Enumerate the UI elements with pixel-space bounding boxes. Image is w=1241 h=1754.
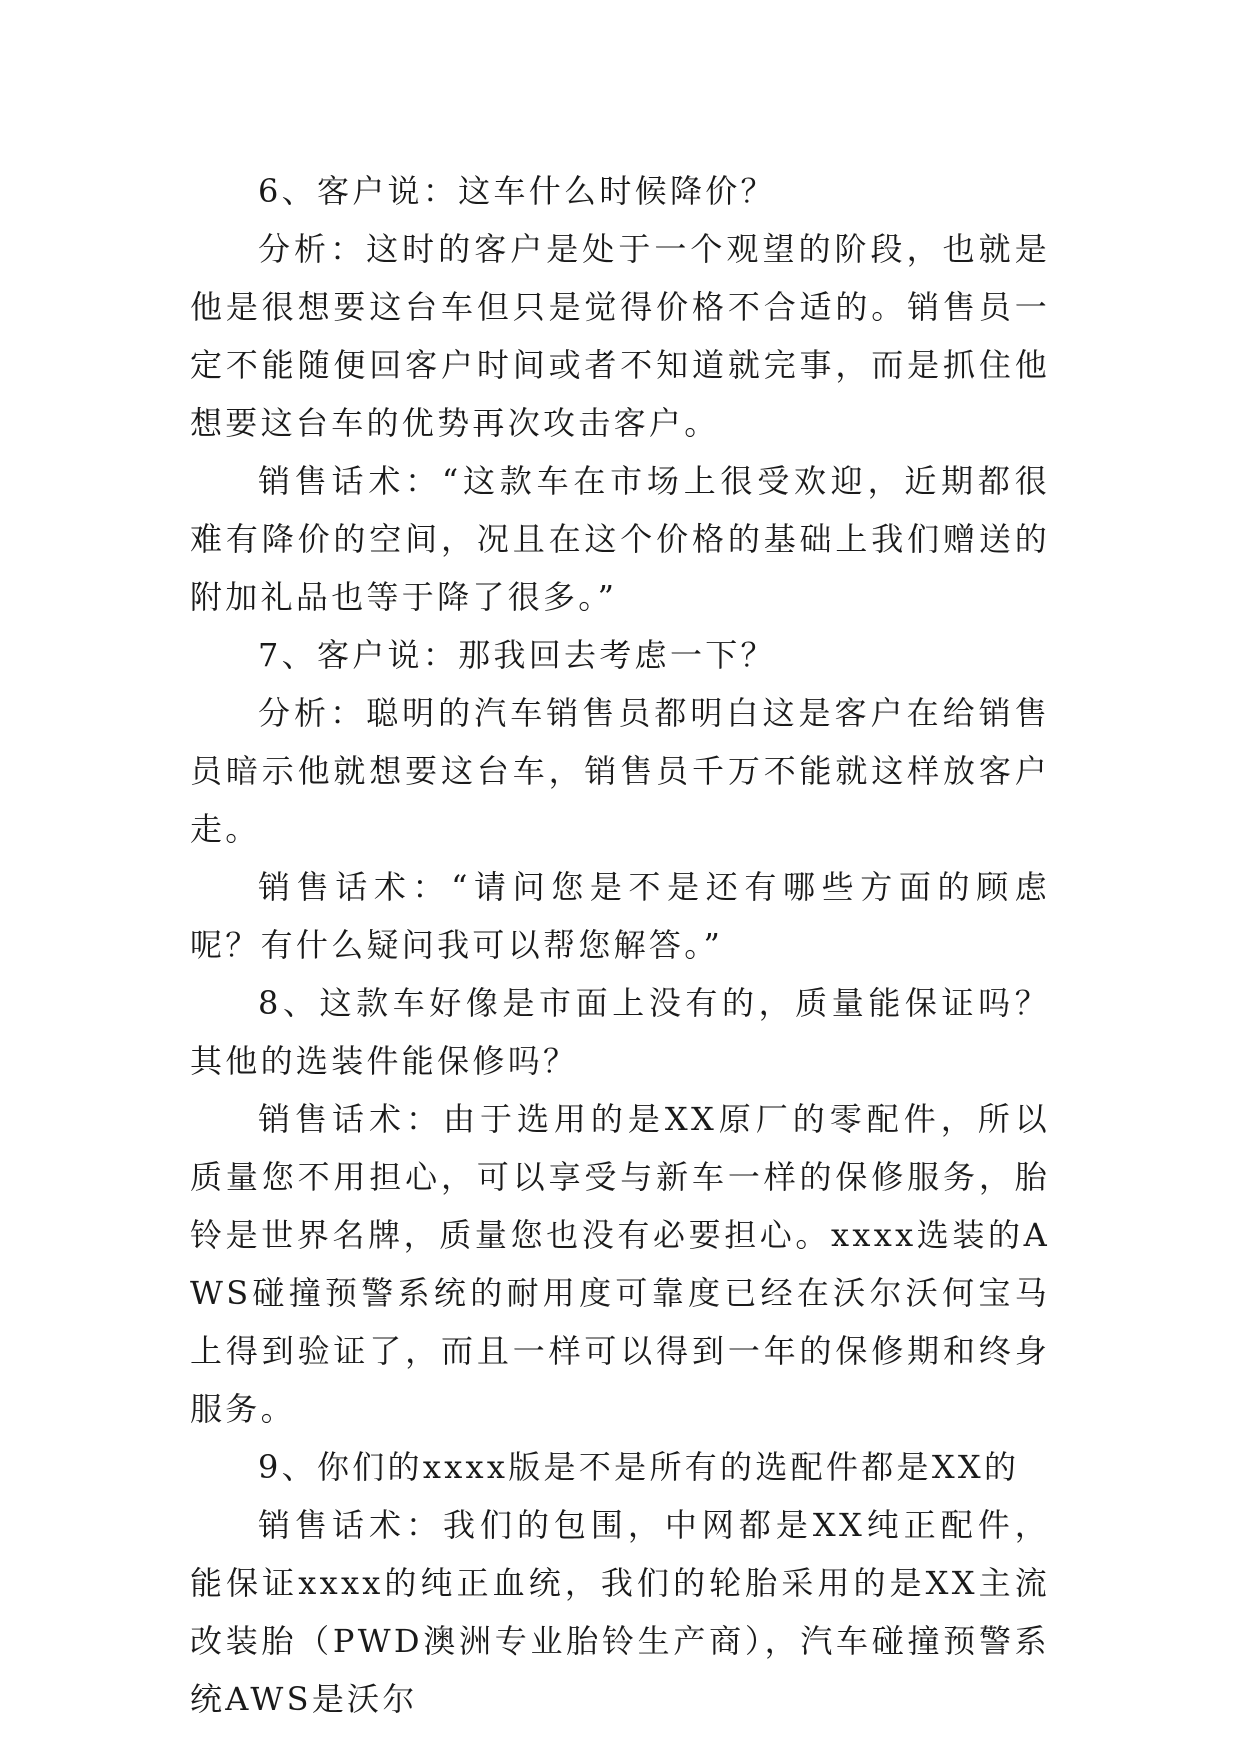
paragraph-q6-analysis: 分析：这时的客户是处于一个观望的阶段，也就是他是很想要这台车但只是觉得价格不合适的。销售员一定不能随便回客户时间或者不知道就完事，而是抓住他想要这台车的优势再次攻击客户。 — [190, 230, 1050, 442]
paragraph-q7-analysis: 分析：聪明的汽车销售员都明白这是客户在给销售员暗示他就想要这台车，销售员千万不能就这样放客户走。 — [190, 694, 1050, 848]
paragraph-q6-heading: 6、客户说：这车什么时候降价？ — [258, 172, 776, 210]
paragraph-q7-heading: 7、客户说：那我回去考虑一下？ — [258, 636, 776, 674]
paragraph-q9-script: 销售话术：我们的包围，中网都是XX纯正配件，能保证xxxx的纯正血统，我们的轮胎采用的是XX主流改装胎（PWD澳洲专业胎铃生产商），汽车碰撞预警系统AWS是沃尔 — [190, 1506, 1050, 1718]
paragraph-q9-heading: 9、你们的xxxx版是不是所有的选配件都是XX的 — [258, 1448, 1020, 1486]
paragraph-q8-heading: 8、这款车好像是市面上没有的，质量能保证吗？其他的选装件能保修吗？ — [190, 984, 1050, 1080]
body-text — [190, 162, 1050, 1728]
paragraph-q7-script: 销售话术：“请问您是不是还有哪些方面的顾虑呢？有什么疑问我可以帮您解答。” — [190, 868, 1050, 964]
paragraph-q8-script: 销售话术：由于选用的是XX原厂的零配件，所以质量您不用担心，可以享受与新车一样的保修服务，胎铃是世界名牌，质量您也没有必要担心。xxxx选装的AWS碰撞预警系统的耐用度可靠度已经在沃尔沃何宝马上得到验证了，而且一样可以得到一年的保修期和终身服务。 — [190, 1100, 1050, 1428]
paragraph-q6-script: 销售话术：“这款车在市场上很受欢迎，近期都很难有降价的空间，况且在这个价格的基础上我们赠送的附加礼品也等于降了很多。” — [190, 462, 1050, 616]
